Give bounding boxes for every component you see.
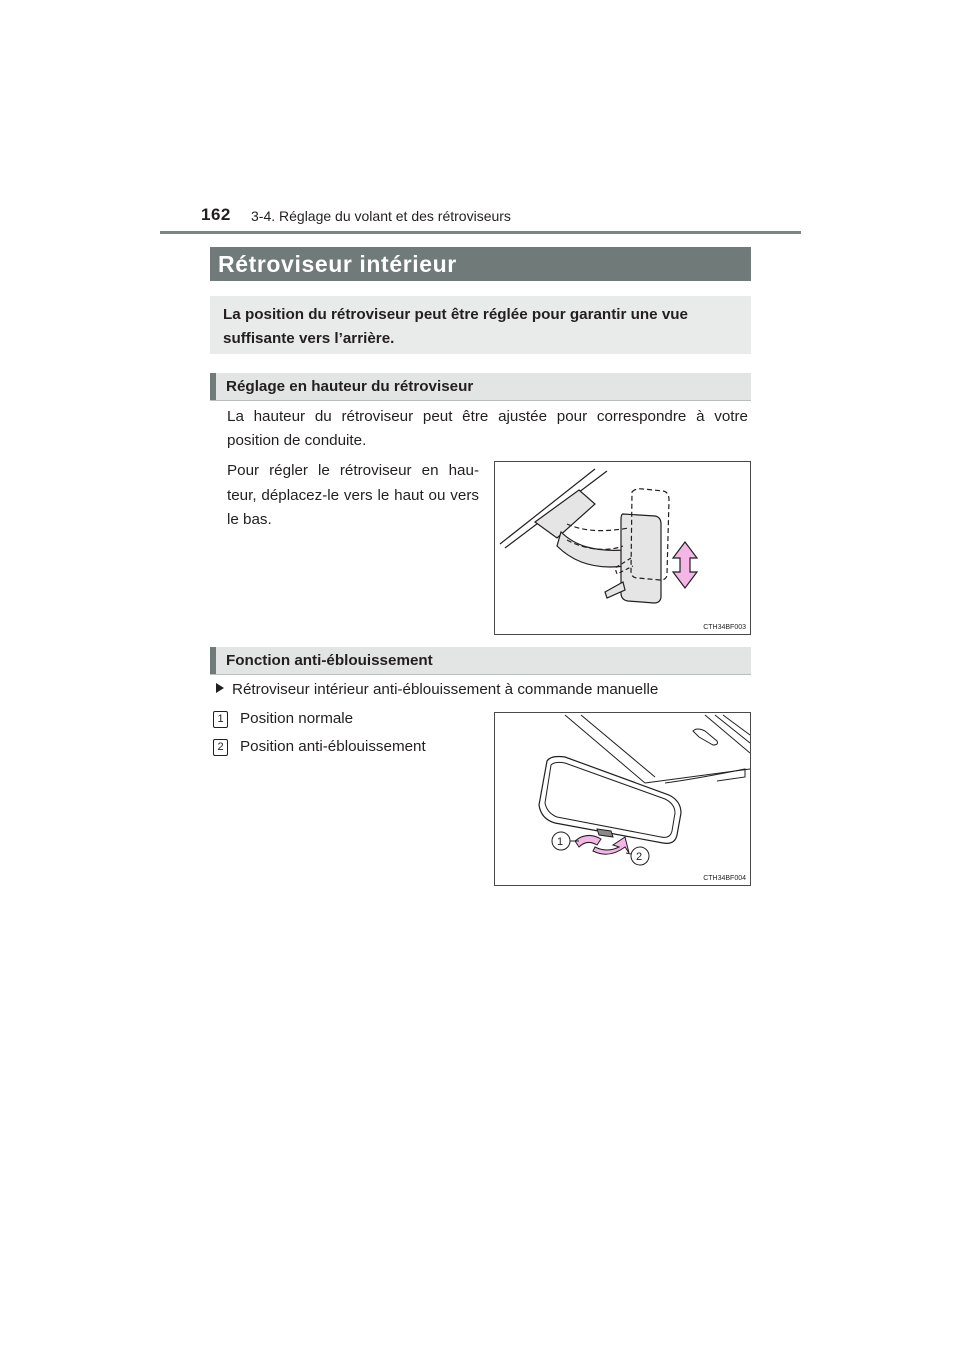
list-item [213,737,426,757]
number-badge: 2 [213,739,228,756]
figure-mirror-height [494,461,751,635]
subheading-height-adjust: Réglage en hauteur du rétroviseur [210,373,751,400]
anti-glare-bullet-text: Rétroviseur intérieur anti-éblouissement à commande manuelle [232,681,659,698]
subheading-anti-glare: Fonction anti-éblouissement [210,647,751,674]
callout-1: 1 [557,836,564,848]
page-number: 162 [201,205,231,224]
intro-line-2: suffisante vers l’arrière. [223,330,395,347]
header-divider [160,231,801,234]
list-item-label: Position anti-éblouissement [240,738,426,755]
number-badge: 1 [213,711,228,728]
right-triangle-icon [216,683,224,693]
list-item-label: Position normale [240,710,354,727]
intro-box [210,296,751,354]
height-adjust-instruction: Pour régler le rétroviseur en hau-teur, déplacez-le vers le haut ou vers le bas. [227,462,479,528]
intro-line-1: La position du rétroviseur peut être réglée pour garantir une vue [223,306,688,323]
figure-anti-glare [494,712,751,886]
up-down-arrow-icon [673,542,697,588]
callout-2: 2 [636,851,643,863]
list-item [213,709,353,729]
mirror-height-illustration [495,462,750,634]
figure-code-2: CTH34BF004 [703,875,746,882]
chapter-header: 3-4. Réglage du volant et des rétroviseurs [251,208,511,224]
anti-glare-illustration [495,713,750,885]
section-title: Rétroviseur intérieur [210,247,751,281]
height-adjust-paragraph: La hauteur du rétroviseur peut être ajustée pour correspondre à votre position de conduite. [227,408,748,449]
anti-glare-bullet [213,680,658,700]
figure-code-1: CTH34BF003 [703,624,746,631]
